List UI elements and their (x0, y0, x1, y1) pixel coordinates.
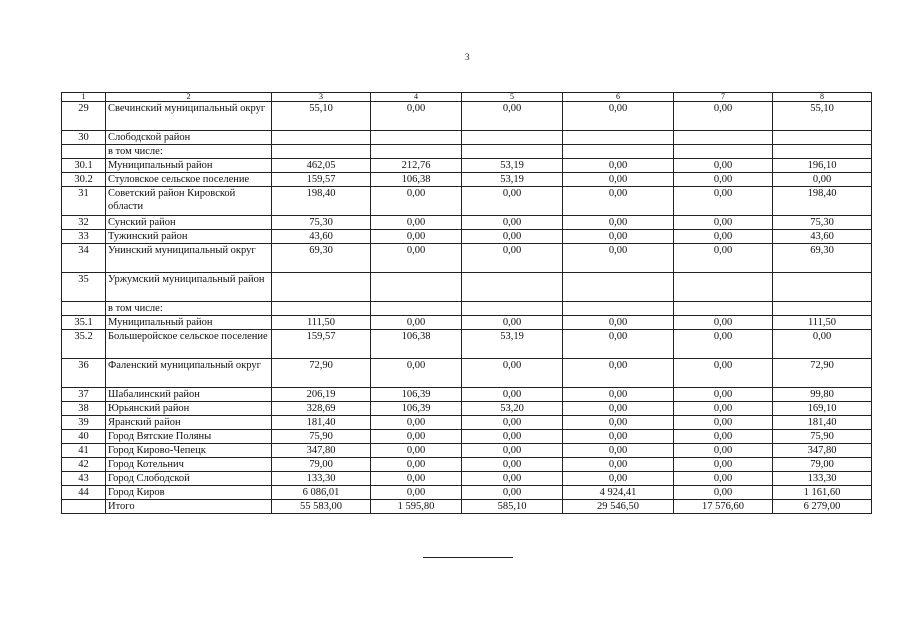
value-col-7 (674, 145, 773, 159)
value-col-6: 0,00 (563, 316, 674, 330)
value-col-7: 0,00 (674, 159, 773, 173)
value-col-7: 0,00 (674, 216, 773, 230)
table-row (62, 444, 872, 458)
value-col-7: 0,00 (674, 388, 773, 402)
value-col-4: 0,00 (371, 486, 462, 500)
value-col-7: 0,00 (674, 187, 773, 216)
value-col-4: 0,00 (371, 102, 462, 131)
table-row (62, 230, 872, 244)
value-col-5: 0,00 (462, 244, 563, 273)
value-col-5: 0,00 (462, 316, 563, 330)
value-col-6 (563, 302, 674, 316)
value-col-7: 0,00 (674, 486, 773, 500)
table-row (62, 159, 872, 173)
column-number: 2 (106, 93, 272, 102)
value-col-3: 43,60 (272, 230, 371, 244)
value-col-8: 43,60 (773, 230, 872, 244)
value-col-8: 181,40 (773, 416, 872, 430)
column-number: 5 (462, 93, 563, 102)
value-col-8: 6 279,00 (773, 500, 872, 514)
table-row (62, 486, 872, 500)
row-name: Слободской район (106, 131, 272, 145)
value-col-7: 0,00 (674, 230, 773, 244)
value-col-8: 99,80 (773, 388, 872, 402)
value-col-5: 0,00 (462, 486, 563, 500)
value-col-6 (563, 131, 674, 145)
table-row (62, 500, 872, 514)
value-col-6: 29 546,50 (563, 500, 674, 514)
value-col-8: 75,90 (773, 430, 872, 444)
column-number: 8 (773, 93, 872, 102)
value-col-4 (371, 273, 462, 302)
page-number: 3 (465, 52, 470, 62)
value-col-5 (462, 302, 563, 316)
value-col-8: 111,50 (773, 316, 872, 330)
value-col-6: 0,00 (563, 388, 674, 402)
value-col-4: 0,00 (371, 359, 462, 388)
value-col-8: 198,40 (773, 187, 872, 216)
table-row (62, 472, 872, 486)
column-number: 1 (62, 93, 106, 102)
value-col-8: 133,30 (773, 472, 872, 486)
value-col-5: 0,00 (462, 102, 563, 131)
row-name: Советский район Кировской области (106, 187, 272, 216)
value-col-5: 0,00 (462, 472, 563, 486)
row-number: 35.2 (62, 330, 106, 359)
value-col-8 (773, 131, 872, 145)
value-col-4: 106,39 (371, 388, 462, 402)
row-number: 33 (62, 230, 106, 244)
value-col-8: 1 161,60 (773, 486, 872, 500)
value-col-3: 159,57 (272, 330, 371, 359)
row-name: Муниципальный район (106, 159, 272, 173)
row-number: 43 (62, 472, 106, 486)
value-col-3: 181,40 (272, 416, 371, 430)
row-name: Фаленский муниципальный округ (106, 359, 272, 388)
row-name: Муниципальный район (106, 316, 272, 330)
value-col-3: 328,69 (272, 402, 371, 416)
value-col-4: 0,00 (371, 416, 462, 430)
value-col-8: 0,00 (773, 330, 872, 359)
value-col-7: 17 576,60 (674, 500, 773, 514)
row-number (62, 500, 106, 514)
table-row (62, 302, 872, 316)
value-col-6: 0,00 (563, 430, 674, 444)
row-number: 35 (62, 273, 106, 302)
row-number: 39 (62, 416, 106, 430)
table-row (62, 416, 872, 430)
value-col-4: 0,00 (371, 244, 462, 273)
value-col-4: 0,00 (371, 444, 462, 458)
value-col-8: 0,00 (773, 173, 872, 187)
row-name: Уржумский муниципальный район (106, 273, 272, 302)
value-col-3 (272, 302, 371, 316)
row-name: Большеройское сельское поселение (106, 330, 272, 359)
value-col-6: 0,00 (563, 173, 674, 187)
value-col-3: 75,30 (272, 216, 371, 230)
table-row (62, 173, 872, 187)
value-col-3: 133,30 (272, 472, 371, 486)
value-col-6: 0,00 (563, 187, 674, 216)
value-col-3: 347,80 (272, 444, 371, 458)
value-col-6: 0,00 (563, 472, 674, 486)
row-number: 30 (62, 131, 106, 145)
table-row (62, 273, 872, 302)
row-number: 36 (62, 359, 106, 388)
value-col-7: 0,00 (674, 472, 773, 486)
end-of-document-line (423, 557, 513, 558)
value-col-5: 0,00 (462, 388, 563, 402)
column-number: 7 (674, 93, 773, 102)
value-col-6: 0,00 (563, 402, 674, 416)
value-col-7: 0,00 (674, 102, 773, 131)
value-col-5: 53,19 (462, 173, 563, 187)
value-col-3 (272, 145, 371, 159)
row-name: Итого (106, 500, 272, 514)
table-row (62, 359, 872, 388)
row-name: Стуловское сельское поселение (106, 173, 272, 187)
value-col-6: 0,00 (563, 230, 674, 244)
value-col-7: 0,00 (674, 402, 773, 416)
value-col-5: 585,10 (462, 500, 563, 514)
column-number-row (62, 93, 872, 102)
table-body (62, 93, 872, 514)
value-col-5 (462, 131, 563, 145)
row-name: Город Кирово-Чепецк (106, 444, 272, 458)
value-col-8: 196,10 (773, 159, 872, 173)
table-row (62, 430, 872, 444)
value-col-6: 0,00 (563, 244, 674, 273)
value-col-6: 0,00 (563, 444, 674, 458)
table-row (62, 187, 872, 216)
value-col-6 (563, 145, 674, 159)
row-name: Унинский муниципальный округ (106, 244, 272, 273)
value-col-5: 0,00 (462, 430, 563, 444)
row-name: Юрьянский район (106, 402, 272, 416)
value-col-3: 462,05 (272, 159, 371, 173)
value-col-3: 75,90 (272, 430, 371, 444)
value-col-3: 6 086,01 (272, 486, 371, 500)
value-col-4: 0,00 (371, 430, 462, 444)
row-number (62, 145, 106, 159)
value-col-4 (371, 145, 462, 159)
row-number (62, 302, 106, 316)
value-col-5 (462, 273, 563, 302)
value-col-7: 0,00 (674, 330, 773, 359)
value-col-5: 0,00 (462, 416, 563, 430)
value-col-5: 0,00 (462, 187, 563, 216)
row-number: 30.1 (62, 159, 106, 173)
row-number: 38 (62, 402, 106, 416)
value-col-3: 206,19 (272, 388, 371, 402)
table-row (62, 145, 872, 159)
table-row (62, 102, 872, 131)
column-number: 4 (371, 93, 462, 102)
column-number: 3 (272, 93, 371, 102)
value-col-6: 0,00 (563, 359, 674, 388)
row-number: 37 (62, 388, 106, 402)
value-col-4: 0,00 (371, 472, 462, 486)
row-number: 31 (62, 187, 106, 216)
value-col-4: 1 595,80 (371, 500, 462, 514)
value-col-5: 0,00 (462, 216, 563, 230)
value-col-3 (272, 273, 371, 302)
row-number: 40 (62, 430, 106, 444)
value-col-8: 79,00 (773, 458, 872, 472)
row-number: 32 (62, 216, 106, 230)
value-col-4: 0,00 (371, 230, 462, 244)
value-col-5: 0,00 (462, 444, 563, 458)
value-col-4: 106,38 (371, 330, 462, 359)
row-number: 44 (62, 486, 106, 500)
value-col-6: 0,00 (563, 159, 674, 173)
value-col-8 (773, 145, 872, 159)
value-col-3: 55,10 (272, 102, 371, 131)
table-row (62, 458, 872, 472)
row-number: 41 (62, 444, 106, 458)
value-col-8: 72,90 (773, 359, 872, 388)
row-name: Яранский район (106, 416, 272, 430)
distribution-table (61, 92, 872, 514)
value-col-4 (371, 302, 462, 316)
row-name: в том числе: (106, 145, 272, 159)
value-col-3: 72,90 (272, 359, 371, 388)
value-col-8: 69,30 (773, 244, 872, 273)
value-col-7: 0,00 (674, 430, 773, 444)
value-col-6: 0,00 (563, 416, 674, 430)
value-col-4 (371, 131, 462, 145)
row-name: в том числе: (106, 302, 272, 316)
value-col-5 (462, 145, 563, 159)
row-number: 35.1 (62, 316, 106, 330)
value-col-8 (773, 273, 872, 302)
value-col-7 (674, 131, 773, 145)
row-name: Город Слободской (106, 472, 272, 486)
value-col-4: 106,39 (371, 402, 462, 416)
value-col-6: 0,00 (563, 102, 674, 131)
table-row (62, 330, 872, 359)
table-row (62, 388, 872, 402)
value-col-7 (674, 273, 773, 302)
value-col-5: 0,00 (462, 230, 563, 244)
value-col-8: 75,30 (773, 216, 872, 230)
value-col-8: 347,80 (773, 444, 872, 458)
value-col-3: 198,40 (272, 187, 371, 216)
value-col-3 (272, 131, 371, 145)
row-name: Город Киров (106, 486, 272, 500)
value-col-6: 4 924,41 (563, 486, 674, 500)
value-col-5: 53,20 (462, 402, 563, 416)
value-col-4: 0,00 (371, 216, 462, 230)
value-col-8: 169,10 (773, 402, 872, 416)
value-col-5: 53,19 (462, 159, 563, 173)
row-name: Тужинский район (106, 230, 272, 244)
value-col-7: 0,00 (674, 316, 773, 330)
value-col-4: 0,00 (371, 187, 462, 216)
row-name: Город Вятские Поляны (106, 430, 272, 444)
value-col-5: 0,00 (462, 359, 563, 388)
value-col-3: 111,50 (272, 316, 371, 330)
column-number: 6 (563, 93, 674, 102)
value-col-6: 0,00 (563, 216, 674, 230)
value-col-4: 212,76 (371, 159, 462, 173)
value-col-7 (674, 302, 773, 316)
value-col-5: 0,00 (462, 458, 563, 472)
value-col-3: 69,30 (272, 244, 371, 273)
row-number: 34 (62, 244, 106, 273)
row-name: Город Котельнич (106, 458, 272, 472)
value-col-4: 0,00 (371, 316, 462, 330)
value-col-7: 0,00 (674, 458, 773, 472)
value-col-7: 0,00 (674, 416, 773, 430)
row-number: 29 (62, 102, 106, 131)
table-row (62, 244, 872, 273)
table-row (62, 402, 872, 416)
row-number: 42 (62, 458, 106, 472)
row-name: Свечинский муниципальный округ (106, 102, 272, 131)
row-number: 30.2 (62, 173, 106, 187)
value-col-3: 159,57 (272, 173, 371, 187)
value-col-3: 55 583,00 (272, 500, 371, 514)
table-row (62, 216, 872, 230)
value-col-6: 0,00 (563, 330, 674, 359)
value-col-7: 0,00 (674, 444, 773, 458)
value-col-8: 55,10 (773, 102, 872, 131)
row-name: Шабалинский район (106, 388, 272, 402)
table-row (62, 316, 872, 330)
value-col-8 (773, 302, 872, 316)
value-col-7: 0,00 (674, 359, 773, 388)
row-name: Сунский район (106, 216, 272, 230)
value-col-3: 79,00 (272, 458, 371, 472)
value-col-7: 0,00 (674, 173, 773, 187)
value-col-4: 106,38 (371, 173, 462, 187)
value-col-5: 53,19 (462, 330, 563, 359)
value-col-6 (563, 273, 674, 302)
value-col-4: 0,00 (371, 458, 462, 472)
value-col-7: 0,00 (674, 244, 773, 273)
value-col-6: 0,00 (563, 458, 674, 472)
table-row (62, 131, 872, 145)
